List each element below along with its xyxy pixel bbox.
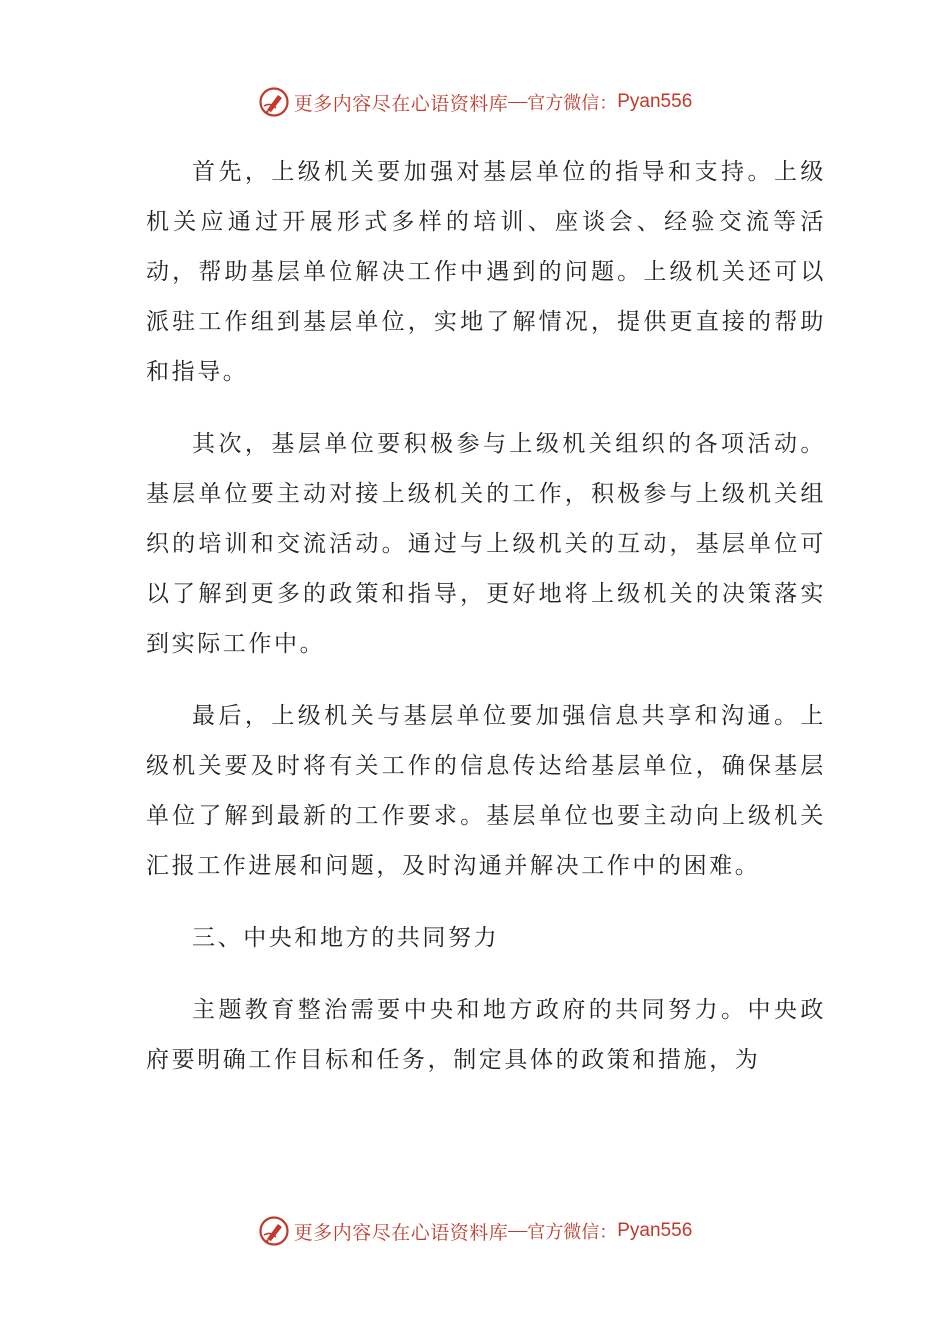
- paragraph-2: 其次，基层单位要积极参与上级机关组织的各项活动。基层单位要主动对接上级机关的工作，积极参与上级机关组织的培训和交流活动。通过与上级机关的互动，基层单位可以了解到更多的政策和指导，更好地将上级机关的决策落实到实际工作中。: [146, 431, 826, 657]
- footer-banner: [0, 1213, 950, 1249]
- banner-wechat-id: Pyan556: [617, 1220, 693, 1241]
- banner-separator: —: [508, 91, 528, 112]
- banner-wechat-id: Pyan556: [617, 91, 693, 112]
- banner-wechat-label: 官方微信：: [527, 1222, 618, 1243]
- section-heading: 三、中央和地方的共同努力: [192, 925, 500, 951]
- paragraph-4: 主题教育整治需要中央和地方政府的共同努力。中央政府要明确工作目标和任务，制定具体的政策和措施，为: [146, 997, 826, 1073]
- banner-title: 更多内容尽在心语资料库: [293, 92, 509, 115]
- pen-logo-icon: [258, 86, 290, 118]
- paragraph-1: 首先，上级机关要加强对基层单位的指导和支持。上级机关应通过开展形式多样的培训、座谈会、经验交流等活动，帮助基层单位解决工作中遇到的问题。上级机关还可以派驻工作组到基层单位，实地了解情况，提供更直接的帮助和指导。: [146, 159, 826, 385]
- paragraph-3: 最后，上级机关与基层单位要加强信息共享和沟通。上级机关要及时将有关工作的信息传达给基层单位，确保基层单位了解到最新的工作要求。基层单位也要主动向上级机关汇报工作进展和问题，及时沟通并解决工作中的困难。: [146, 703, 826, 879]
- banner-separator: —: [508, 1220, 528, 1241]
- banner-title: 更多内容尽在心语资料库: [293, 1221, 509, 1244]
- pen-logo-icon: [258, 1215, 290, 1247]
- document-body: [146, 147, 826, 1107]
- header-banner: [0, 84, 950, 120]
- banner-wechat-label: 官方微信：: [527, 93, 618, 114]
